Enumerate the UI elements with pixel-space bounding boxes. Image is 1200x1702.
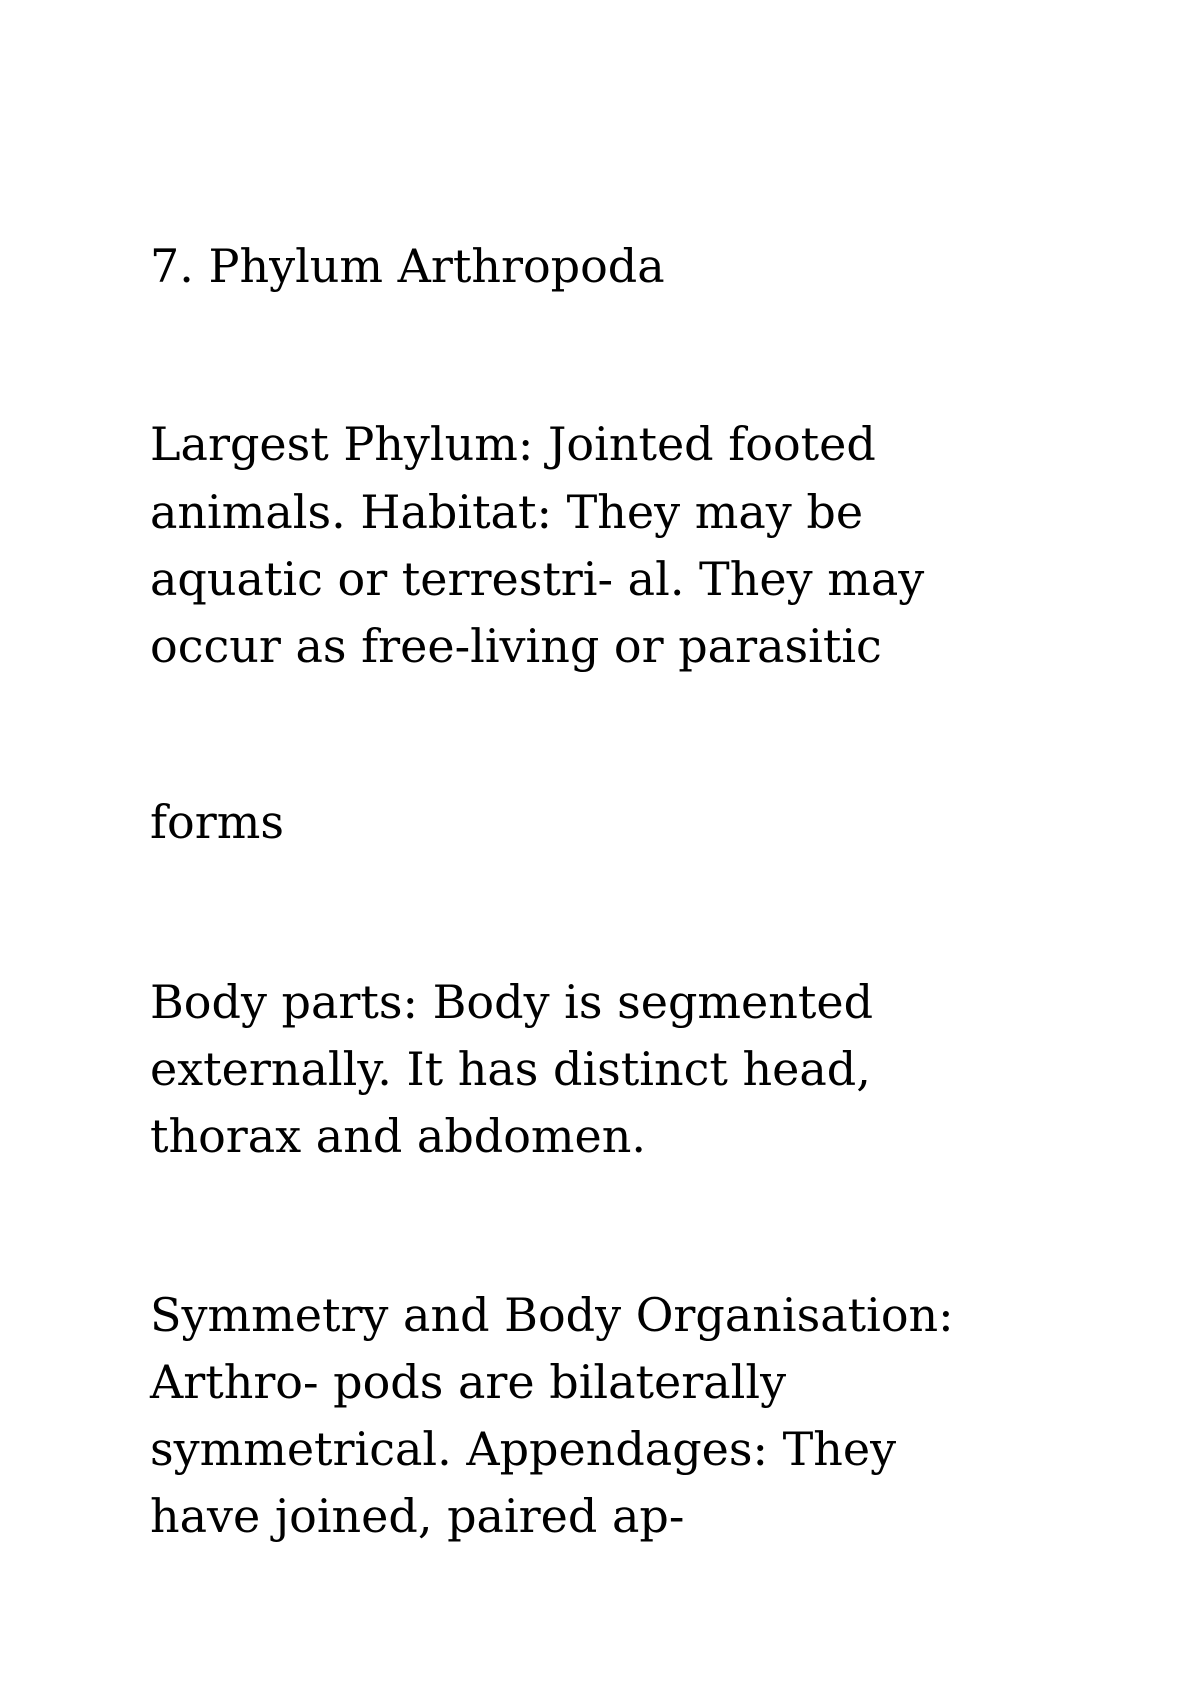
paragraph-line: Arthro- pods are bilaterally (150, 1355, 787, 1409)
paragraph-line: forms (150, 795, 284, 849)
paragraph-line: Body parts: Body is segmented (150, 975, 874, 1029)
paragraph-line: animals. Habitat: They may be (150, 485, 864, 539)
section-heading: 7. Phylum Arthropoda (150, 239, 665, 293)
paragraph-line: occur as free-living or parasitic (150, 619, 882, 673)
paragraph-line: have joined, paired ap- (150, 1489, 685, 1543)
paragraph-line: aquatic or terrestri- al. They may (150, 552, 925, 606)
paragraph-line: symmetrical. Appendages: They (150, 1422, 897, 1476)
paragraph-line: Largest Phylum: Jointed footed (150, 417, 876, 471)
paragraph-line: externally. It has distinct head, (150, 1042, 871, 1096)
paragraph-line: Symmetry and Body Organisation: (150, 1288, 954, 1342)
paragraph-line: thorax and abdomen. (150, 1109, 647, 1163)
